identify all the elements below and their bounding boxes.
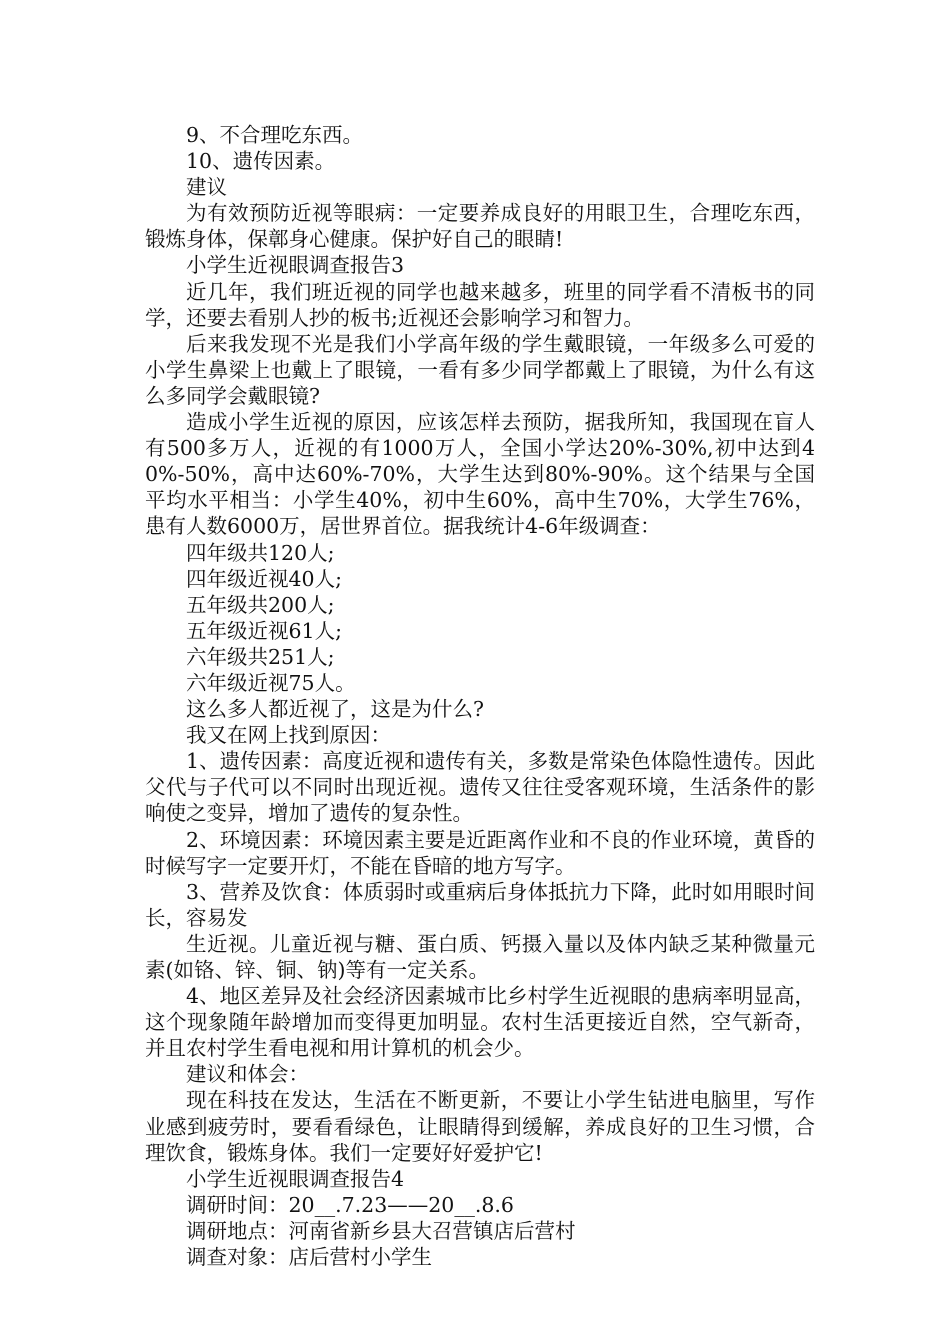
stat-line-grade5-total: 五年级共200人;: [186, 592, 335, 617]
survey-location: 调研地点：河南省新乡县大召营镇店后营村: [186, 1218, 576, 1243]
stat-line-grade6-total: 六年级共251人;: [186, 644, 335, 669]
stat-line-grade5-myopia: 五年级近视61人;: [186, 618, 342, 643]
stat-line-grade6-myopia: 六年级近视75人。: [186, 670, 356, 695]
report3-paragraph-3: 造成小学生近视的原因，应该怎样去预防，据我所知，我国现在盲人有500多万人，近视的有1000万人，全国小学达20%-30%,初中达到40%-50%，高中达60%-70%，大学生达到80%-90%。这个结果与全国平均水平相当：小学生40%，初中生60%，高中生70%，大学生76%，患有人数6000万，居世界首位。据我统计4-6年级调查：: [145, 410, 815, 539]
report3-paragraph-2: 后来我发现不光是我们小学高年级的学生戴眼镜，一年级多么可爱的小学生鼻梁上也戴上了眼镜，一看有多少同学都戴上了眼镜，为什么有这么多同学会戴眼镜?: [145, 331, 815, 408]
section-heading-advice: 建议和体会：: [186, 1062, 309, 1087]
document-body: [145, 122, 815, 1270]
advice-paragraph: 现在科技在发达，生活在不断更新，不要让小学生钻进电脑里，写作业感到疲劳时，要看看绿色，让眼睛得到缓解，养成良好的卫生习惯，合理饮食，锻炼身体。我们一定要好好爱护它!: [145, 1088, 815, 1165]
stat-line-grade4-myopia: 四年级近视40人;: [186, 566, 342, 591]
cause-nutrition-continued: 生近视。儿童近视与糖、蛋白质、钙摄入量以及体内缺乏某种微量元素(如铬、锌、铜、钠)等有一定关系。: [145, 931, 815, 982]
survey-time: 调研时间：20__.7.23——20__.8.6: [186, 1192, 514, 1217]
stat-line-grade4-total: 四年级共120人;: [186, 540, 335, 565]
suggestion-paragraph: 为有效预防近视等眼病：一定要养成良好的用眼卫生，合理吃东西，锻炼身体，保鄣身心健康。保护好自己的眼睛!: [145, 201, 815, 252]
list-item-9: 9、不合理吃东西。: [186, 123, 364, 147]
list-item-10: 10、遗传因素。: [186, 149, 336, 174]
cause-environment: 2、环境因素：环境因素主要是近距离作业和不良的作业环境，黄昏的时候写字一定要开灯，不能在昏暗的地方写字。: [145, 827, 815, 878]
report3-paragraph-1: 近几年，我们班近视的同学也越来越多，班里的同学看不清板书的同学，还要去看别人抄的板书;近视还会影响学习和智力。: [145, 279, 815, 330]
cause-nutrition: 3、营养及饮食：体质弱时或重病后身体抵抗力下降，此时如用眼时间长，容易发: [145, 879, 815, 930]
question-line: 这么多人都近视了，这是为什么?: [186, 697, 484, 722]
cause-region: 4、地区差异及社会经济因素城市比乡村学生近视眼的患病率明显高，这个现象随年龄增加而变得更加明显。农村生活更接近自然，空气新奇，并且农村学生看电视和用计算机的机会少。: [145, 984, 815, 1061]
section-heading-suggestion: 建议: [186, 175, 227, 200]
report-title-3: 小学生近视眼调查报告3: [186, 253, 405, 278]
survey-subject: 调查对象：店后营村小学生: [186, 1245, 432, 1270]
cause-intro: 我又在网上找到原因：: [186, 723, 391, 748]
report-title-4: 小学生近视眼调查报告4: [186, 1166, 405, 1191]
cause-genetic: 1、遗传因素：高度近视和遗传有关，多数是常染色体隐性遗传。因此父代与子代可以不同时出现近视。遗传又往往受客观环境，生活条件的影响使之变异，增加了遗传的复杂性。: [145, 749, 815, 826]
